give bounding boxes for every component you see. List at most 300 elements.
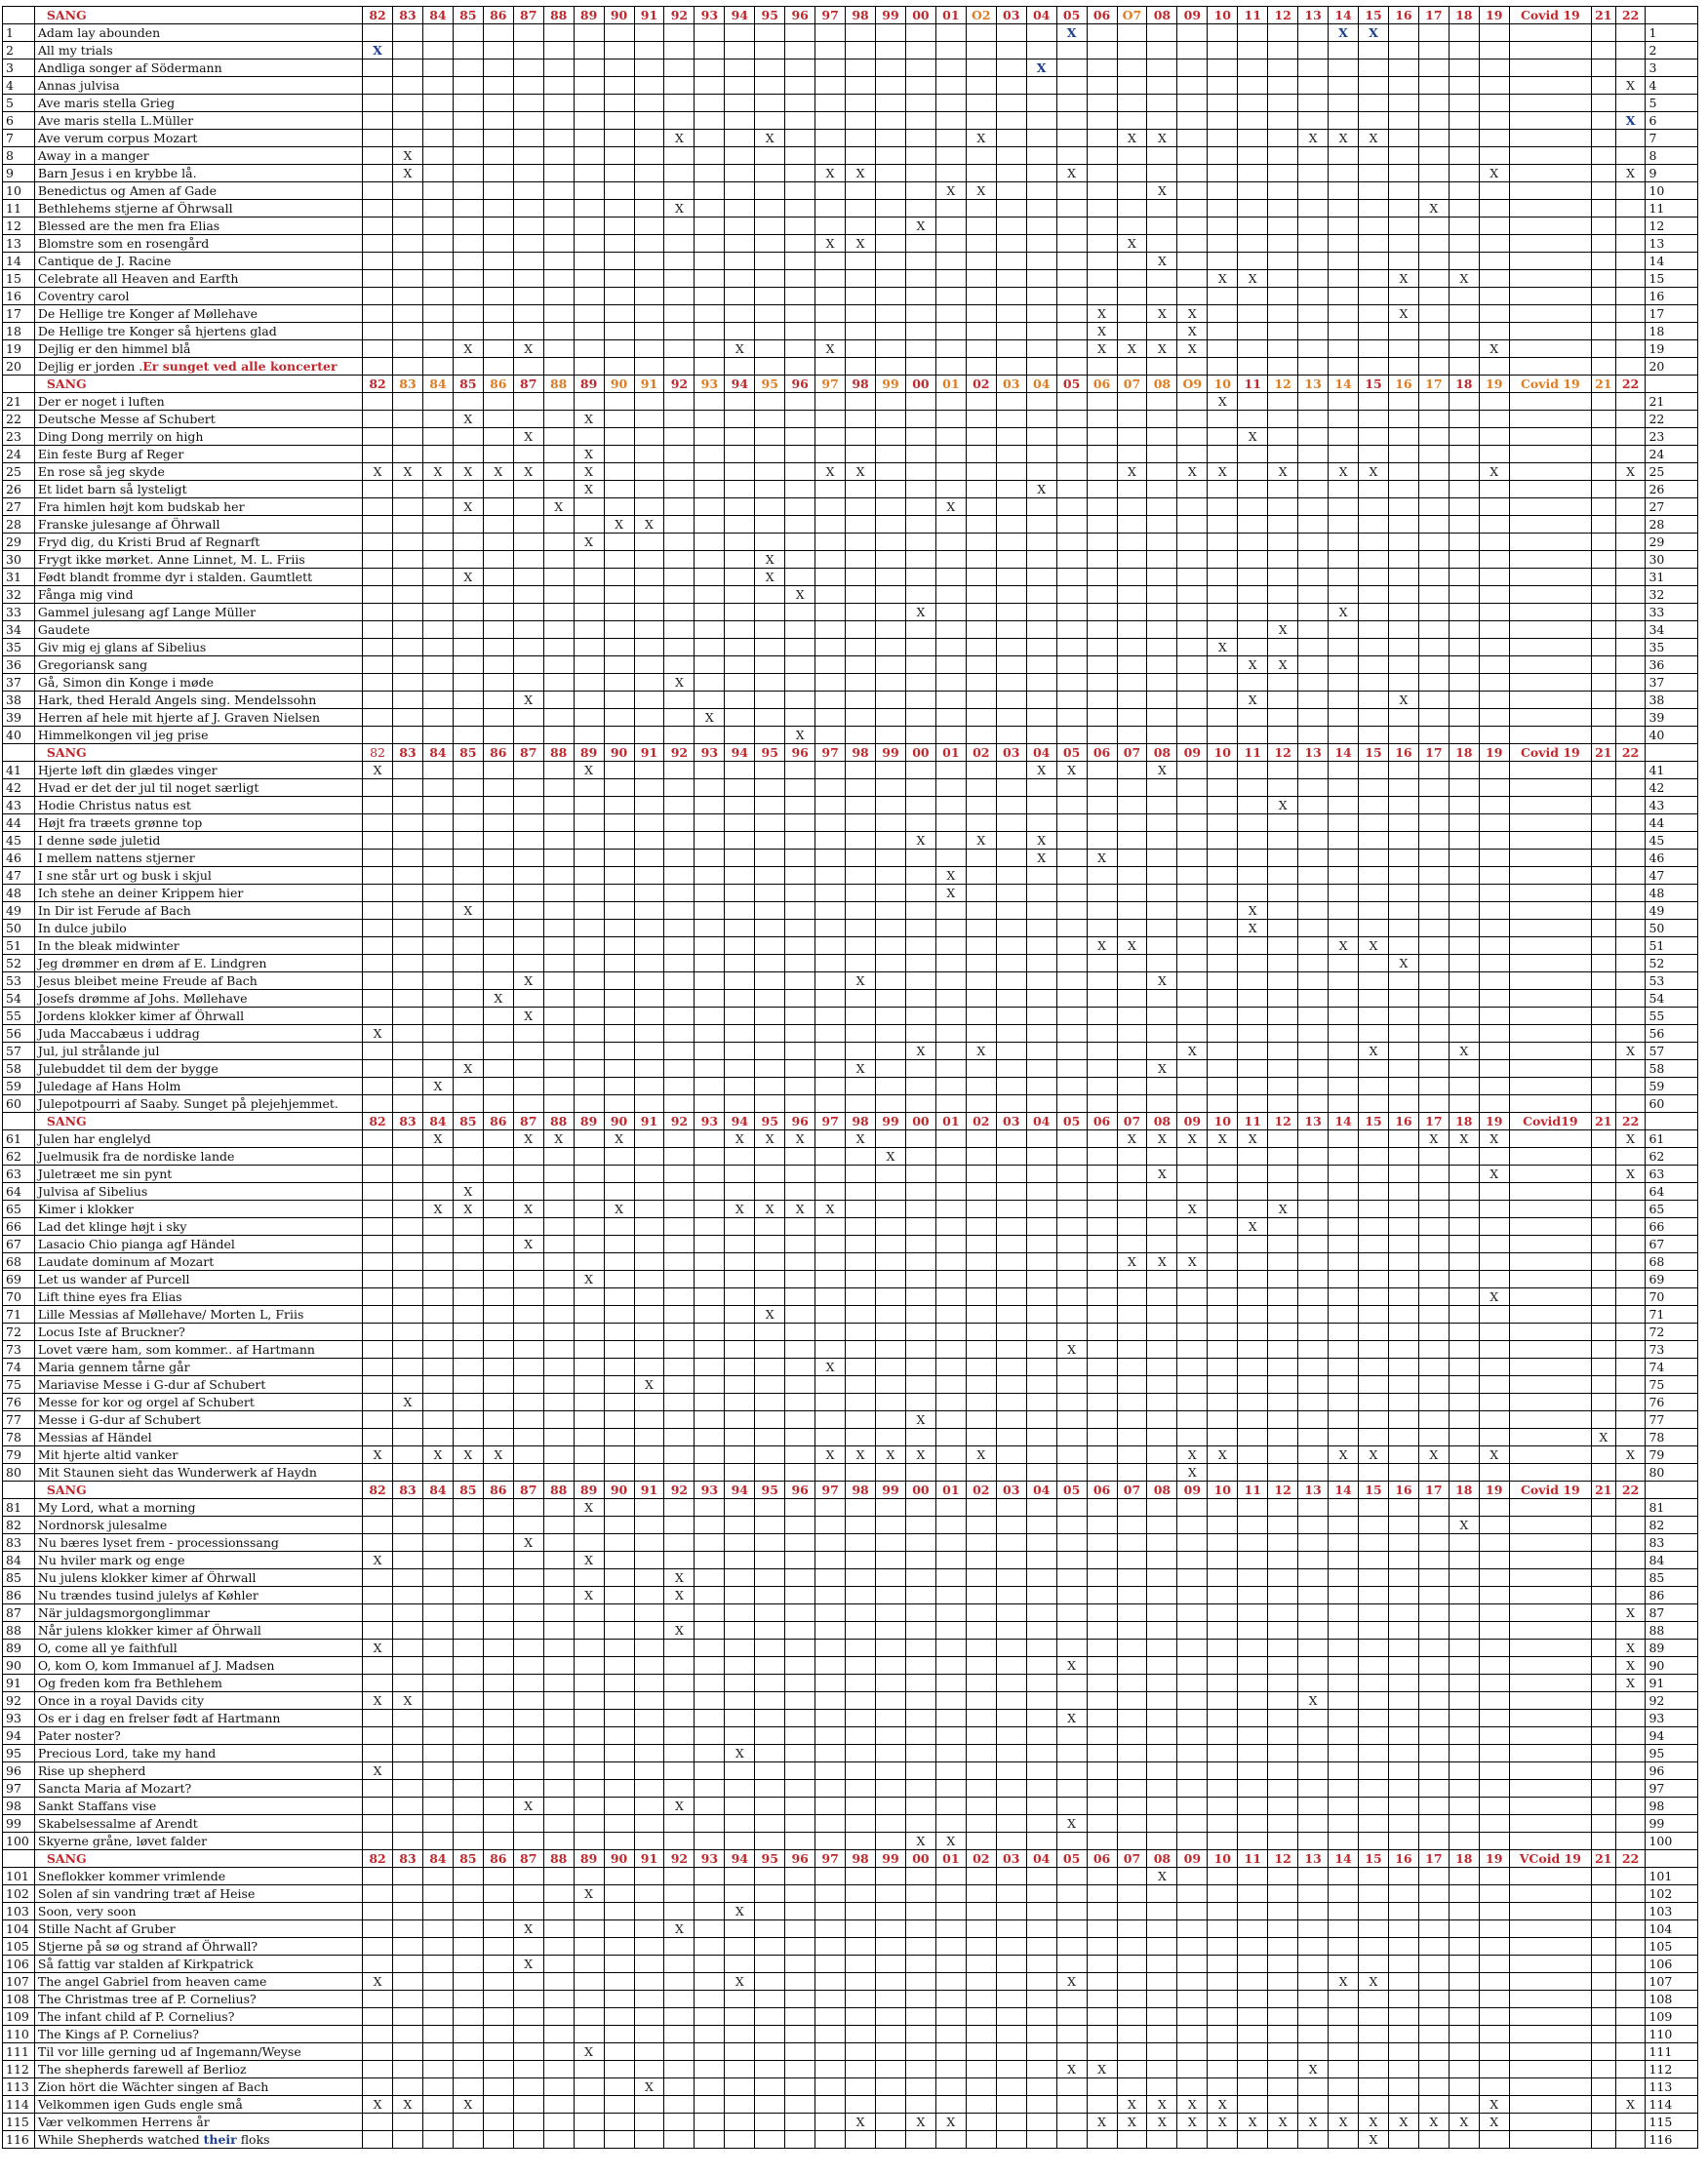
year-mark-cell [513, 762, 543, 779]
year-mark-cell [1238, 481, 1268, 498]
year-mark-cell [1268, 586, 1298, 604]
year-mark-cell [1026, 1762, 1056, 1780]
year-mark-cell [876, 516, 906, 534]
year-mark-cell [483, 270, 513, 288]
year-mark-cell [966, 393, 996, 411]
year-mark-cell [725, 1359, 755, 1376]
year-mark-cell [725, 1025, 755, 1043]
performed-mark: X [1187, 1465, 1197, 1480]
year-mark-cell [695, 1745, 725, 1762]
year-mark-cell [876, 1130, 906, 1148]
year-mark-cell [966, 1587, 996, 1604]
year-mark-cell [1177, 1166, 1208, 1183]
song-title [34, 1745, 362, 1762]
year-mark-cell [1359, 1429, 1389, 1446]
header-year-cell: 06 [1087, 1113, 1117, 1130]
year-mark-cell [664, 358, 695, 376]
year-mark-cell [755, 1095, 785, 1113]
year-mark-cell [1449, 1411, 1479, 1429]
year-mark-cell [604, 200, 634, 218]
year-mark-cell [634, 990, 664, 1008]
year-mark-cell [634, 1499, 664, 1517]
year-mark-cell [1329, 1798, 1359, 1815]
year-mark-cell [966, 235, 996, 253]
year-mark-cell [815, 902, 846, 920]
song-title [34, 165, 362, 182]
year-mark-cell [1479, 604, 1509, 621]
year-mark-cell [935, 112, 966, 130]
year-mark-cell [1147, 393, 1177, 411]
year-mark-cell [664, 920, 695, 937]
year-mark-cell [1056, 551, 1087, 569]
year-mark-cell [1418, 885, 1449, 902]
year-mark-cell [634, 1324, 664, 1341]
year-mark-cell [1117, 288, 1147, 305]
year-mark-cell [1208, 1324, 1238, 1341]
year-mark-cell [1359, 446, 1389, 463]
performed-mark: X [524, 464, 534, 479]
year-mark-cell [846, 95, 876, 112]
year-mark-cell [1208, 955, 1238, 972]
row-number: 21 [3, 393, 35, 411]
year-mark-cell [1268, 1710, 1298, 1727]
year-mark-cell [1238, 972, 1268, 990]
year-mark-cell [725, 1464, 755, 1482]
year-mark-cell [815, 446, 846, 463]
year-mark-cell [1238, 762, 1268, 779]
year-mark-cell [966, 832, 996, 850]
year-mark-cell [1147, 850, 1177, 867]
year-mark-cell [1117, 1710, 1147, 1727]
year-mark-cell [1056, 1253, 1087, 1271]
year-mark-cell [1208, 762, 1238, 779]
table-row [3, 1745, 1698, 1762]
year-mark-cell [1359, 428, 1389, 446]
year-mark-cell [1147, 1534, 1177, 1552]
year-mark-cell [1509, 1341, 1591, 1359]
year-mark-cell [543, 1394, 574, 1411]
year-mark-cell [604, 130, 634, 147]
year-mark-cell [876, 1464, 906, 1482]
year-mark-cell [1329, 850, 1359, 867]
year-mark-cell [905, 1078, 935, 1095]
header-num-cell [3, 744, 35, 762]
year-mark-cell [785, 1780, 815, 1798]
performed-mark: X [825, 166, 835, 180]
year-mark-cell [815, 1727, 846, 1745]
year-mark-cell [1147, 1446, 1177, 1464]
year-mark-cell [483, 937, 513, 955]
year-mark-cell [1479, 692, 1509, 709]
year-mark-cell [876, 709, 906, 727]
year-mark-cell [1479, 42, 1509, 59]
year-mark-cell [1026, 340, 1056, 358]
row-number: 74 [3, 1359, 35, 1376]
year-mark-cell [604, 867, 634, 885]
year-mark-cell [1208, 1710, 1238, 1727]
year-mark-cell [996, 885, 1026, 902]
year-mark-cell [604, 1552, 634, 1569]
year-mark-cell [453, 1569, 483, 1587]
year-mark-cell [422, 1008, 453, 1025]
year-mark-cell [876, 990, 906, 1008]
year-mark-cell [513, 165, 543, 182]
year-mark-cell [1117, 1008, 1147, 1025]
year-mark-cell [422, 1587, 453, 1604]
year-mark-cell [1056, 639, 1087, 656]
header-year-cell: 06 [1087, 376, 1117, 393]
year-mark-cell [1359, 112, 1389, 130]
year-mark-cell [905, 955, 935, 972]
year-mark-cell [755, 323, 785, 340]
row-number: 7 [3, 130, 35, 147]
year-mark-cell [1208, 1043, 1238, 1060]
year-mark-cell [1117, 1043, 1147, 1060]
year-mark-cell [1329, 428, 1359, 446]
year-mark-cell [876, 797, 906, 814]
year-mark-cell [815, 674, 846, 692]
song-title [34, 1060, 362, 1078]
performed-mark: X [1338, 25, 1348, 40]
year-mark-cell [422, 621, 453, 639]
year-mark-cell [574, 1622, 604, 1640]
year-mark-cell [543, 95, 574, 112]
table-row [3, 1078, 1698, 1095]
header-year-cell: 22 [1615, 376, 1646, 393]
header-year-cell: 83 [393, 376, 423, 393]
year-mark-cell [1268, 270, 1298, 288]
year-mark-cell [1298, 1183, 1329, 1201]
year-mark-cell [1087, 340, 1117, 358]
table-row [3, 1306, 1698, 1324]
year-mark-cell [1388, 569, 1418, 586]
year-mark-cell [905, 569, 935, 586]
year-mark-cell [755, 797, 785, 814]
year-mark-cell [1147, 1060, 1177, 1078]
song-title-text: All my trials [37, 43, 113, 58]
table-row [3, 218, 1698, 235]
year-mark-cell [1238, 867, 1268, 885]
year-mark-cell [634, 727, 664, 744]
year-mark-cell [1147, 147, 1177, 165]
year-mark-cell [1026, 1745, 1056, 1762]
year-mark-cell [1238, 727, 1268, 744]
year-mark-cell [1591, 1587, 1615, 1604]
year-mark-cell [966, 1060, 996, 1078]
year-mark-cell [1418, 1710, 1449, 1727]
year-mark-cell [664, 1604, 695, 1622]
year-mark-cell [1117, 1552, 1147, 1569]
year-mark-cell [393, 1025, 423, 1043]
year-mark-cell [363, 1201, 393, 1218]
year-mark-cell [1615, 463, 1646, 481]
row-number: 77 [3, 1411, 35, 1429]
year-mark-cell [664, 1394, 695, 1411]
year-mark-cell [1117, 59, 1147, 77]
year-mark-cell [876, 200, 906, 218]
song-title-text: Deutsche Messe af Schubert [37, 412, 216, 426]
year-mark-cell [1298, 1464, 1329, 1482]
year-mark-cell [785, 902, 815, 920]
year-mark-cell [755, 1271, 785, 1288]
year-mark-cell [1087, 147, 1117, 165]
year-mark-cell [935, 1411, 966, 1429]
row-number-right: 89 [1646, 1640, 1698, 1657]
year-mark-cell [393, 1798, 423, 1815]
year-mark-cell [1117, 1324, 1147, 1341]
year-mark-cell [695, 1815, 725, 1833]
year-mark-cell [1418, 463, 1449, 481]
year-mark-cell [935, 288, 966, 305]
year-mark-cell [1117, 797, 1147, 814]
header-year-cell: 94 [725, 7, 755, 24]
year-mark-cell [966, 1780, 996, 1798]
year-mark-cell [1615, 130, 1646, 147]
year-mark-cell [1615, 656, 1646, 674]
year-mark-cell [695, 1429, 725, 1446]
year-mark-cell [1026, 1236, 1056, 1253]
year-mark-cell [876, 340, 906, 358]
song-title-text: Giv mig ej glans af Sibelius [37, 640, 207, 654]
year-mark-cell [996, 867, 1026, 885]
year-mark-cell [755, 340, 785, 358]
year-mark-cell [815, 797, 846, 814]
year-mark-cell [1177, 340, 1208, 358]
year-mark-cell [543, 1587, 574, 1604]
year-mark-cell [785, 1534, 815, 1552]
year-mark-cell [604, 463, 634, 481]
year-mark-cell [815, 1078, 846, 1095]
row-number: 98 [3, 1798, 35, 1815]
year-mark-cell [1449, 639, 1479, 656]
performed-mark: X [976, 1044, 986, 1058]
year-mark-cell [966, 1025, 996, 1043]
year-mark-cell [1208, 656, 1238, 674]
year-mark-cell [422, 1359, 453, 1376]
song-title-text: Jeg drømmer en drøm af E. Lindgren [37, 956, 267, 970]
year-mark-cell [1087, 1675, 1117, 1692]
year-mark-cell [755, 1692, 785, 1710]
year-mark-cell [453, 1587, 483, 1604]
year-mark-cell [1268, 1499, 1298, 1517]
year-mark-cell [664, 1078, 695, 1095]
performed-mark: X [1626, 1044, 1636, 1058]
year-mark-cell [755, 1587, 785, 1604]
year-mark-cell [846, 656, 876, 674]
year-mark-cell [1615, 1236, 1646, 1253]
year-mark-cell [1208, 112, 1238, 130]
year-mark-cell [422, 1166, 453, 1183]
row-number: 17 [3, 305, 35, 323]
year-mark-cell [1208, 428, 1238, 446]
header-year-cell: 95 [755, 1113, 785, 1130]
year-mark-cell [664, 1359, 695, 1376]
year-mark-cell [604, 1569, 634, 1587]
year-mark-cell [393, 885, 423, 902]
year-mark-cell [1388, 1043, 1418, 1060]
year-mark-cell [846, 1201, 876, 1218]
year-mark-cell [664, 1446, 695, 1464]
year-mark-cell [1329, 1236, 1359, 1253]
year-mark-cell [1359, 95, 1389, 112]
year-mark-cell [634, 393, 664, 411]
table-row [3, 990, 1698, 1008]
year-mark-cell [574, 1078, 604, 1095]
year-mark-cell [453, 270, 483, 288]
table-row [3, 727, 1698, 744]
year-mark-cell [1418, 1060, 1449, 1078]
year-mark-cell [1208, 1341, 1238, 1359]
table-row [3, 1218, 1698, 1236]
row-number-right: 66 [1646, 1218, 1698, 1236]
year-mark-cell [755, 235, 785, 253]
year-mark-cell [483, 1166, 513, 1183]
year-mark-cell [846, 200, 876, 218]
year-mark-cell [1147, 1710, 1177, 1727]
year-mark-cell [996, 832, 1026, 850]
year-mark-cell [634, 621, 664, 639]
year-mark-cell [1117, 218, 1147, 235]
year-mark-cell [1509, 586, 1591, 604]
header-end-cell [1646, 744, 1698, 762]
song-title [34, 270, 362, 288]
year-mark-cell [876, 1587, 906, 1604]
year-mark-cell [634, 95, 664, 112]
year-mark-cell [815, 1640, 846, 1657]
year-mark-cell [905, 674, 935, 692]
year-mark-cell [1329, 779, 1359, 797]
year-mark-cell [1509, 1271, 1591, 1288]
year-mark-cell [1208, 1798, 1238, 1815]
year-mark-cell [483, 1376, 513, 1394]
song-title-text: I mellem nattens stjerner [37, 851, 195, 865]
year-mark-cell [966, 1306, 996, 1324]
year-mark-cell [1177, 95, 1208, 112]
year-mark-cell [513, 551, 543, 569]
year-mark-cell [513, 955, 543, 972]
year-mark-cell [1615, 1675, 1646, 1692]
year-mark-cell [1026, 1324, 1056, 1341]
year-mark-cell [483, 393, 513, 411]
year-mark-cell [725, 1411, 755, 1429]
year-mark-cell [1479, 59, 1509, 77]
table-row [3, 1727, 1698, 1745]
year-mark-cell [483, 621, 513, 639]
year-mark-cell [363, 709, 393, 727]
year-mark-cell [1147, 481, 1177, 498]
year-mark-cell [1359, 393, 1389, 411]
year-mark-cell [1208, 130, 1238, 147]
year-mark-cell [846, 832, 876, 850]
performed-mark: X [1278, 798, 1288, 812]
performed-mark: X [463, 1447, 473, 1462]
performed-mark: X [463, 464, 473, 479]
year-mark-cell [1329, 1446, 1359, 1464]
year-mark-cell [453, 77, 483, 95]
year-mark-cell [846, 1288, 876, 1306]
year-mark-cell [785, 393, 815, 411]
header-year-cell: 02 [966, 1113, 996, 1130]
year-mark-cell [695, 639, 725, 656]
year-mark-cell [1449, 200, 1479, 218]
year-mark-cell [604, 305, 634, 323]
year-mark-cell [1056, 130, 1087, 147]
year-mark-cell [1208, 182, 1238, 200]
year-mark-cell [1329, 358, 1359, 376]
year-mark-cell [1449, 586, 1479, 604]
header-year-cell: 22 [1615, 1113, 1646, 1130]
table-row [3, 867, 1698, 885]
year-mark-cell [1418, 1499, 1449, 1517]
year-mark-cell [1359, 1604, 1389, 1622]
year-mark-cell [574, 1043, 604, 1060]
year-mark-cell [695, 1552, 725, 1569]
song-title [34, 358, 362, 376]
year-mark-cell [1087, 534, 1117, 551]
year-mark-cell [1298, 1376, 1329, 1394]
year-mark-cell [664, 1534, 695, 1552]
year-mark-cell [1298, 1218, 1329, 1236]
row-number-right: 91 [1646, 1675, 1698, 1692]
year-mark-cell [785, 920, 815, 937]
year-mark-cell [604, 1183, 634, 1201]
year-mark-cell [725, 1218, 755, 1236]
year-mark-cell [1449, 516, 1479, 534]
year-mark-cell [846, 1675, 876, 1692]
year-mark-cell [453, 1675, 483, 1692]
year-mark-cell [634, 1288, 664, 1306]
year-mark-cell [664, 1499, 695, 1517]
year-mark-cell [363, 1043, 393, 1060]
row-number: 24 [3, 446, 35, 463]
year-mark-cell [1087, 1762, 1117, 1780]
year-mark-cell [604, 59, 634, 77]
year-mark-cell [664, 1218, 695, 1236]
year-mark-cell [393, 218, 423, 235]
year-mark-cell [1479, 727, 1509, 744]
year-mark-cell [1359, 1288, 1389, 1306]
year-mark-cell [1117, 95, 1147, 112]
row-number-right: 35 [1646, 639, 1698, 656]
year-mark-cell [1117, 762, 1147, 779]
year-mark-cell [1026, 77, 1056, 95]
year-mark-cell [1056, 1095, 1087, 1113]
year-mark-cell [543, 937, 574, 955]
header-year-cell: 89 [574, 1113, 604, 1130]
year-mark-cell [1591, 1306, 1615, 1324]
year-mark-cell [785, 972, 815, 990]
year-mark-cell [815, 727, 846, 744]
year-mark-cell [1449, 95, 1479, 112]
year-mark-cell [543, 77, 574, 95]
row-number: 30 [3, 551, 35, 569]
year-mark-cell [393, 1675, 423, 1692]
year-mark-cell [785, 253, 815, 270]
year-mark-cell [483, 1622, 513, 1640]
year-mark-cell [1418, 270, 1449, 288]
year-mark-cell [1087, 1324, 1117, 1341]
year-mark-cell [935, 147, 966, 165]
year-mark-cell [513, 1675, 543, 1692]
table-row [3, 920, 1698, 937]
year-mark-cell [815, 867, 846, 885]
song-title [34, 1604, 362, 1622]
year-mark-cell [1177, 463, 1208, 481]
year-mark-cell [634, 1376, 664, 1394]
year-mark-cell [393, 850, 423, 867]
song-title-text: Lille Messias af Møllehave/ Morten L, Friis [37, 1307, 304, 1322]
song-title [34, 1008, 362, 1025]
